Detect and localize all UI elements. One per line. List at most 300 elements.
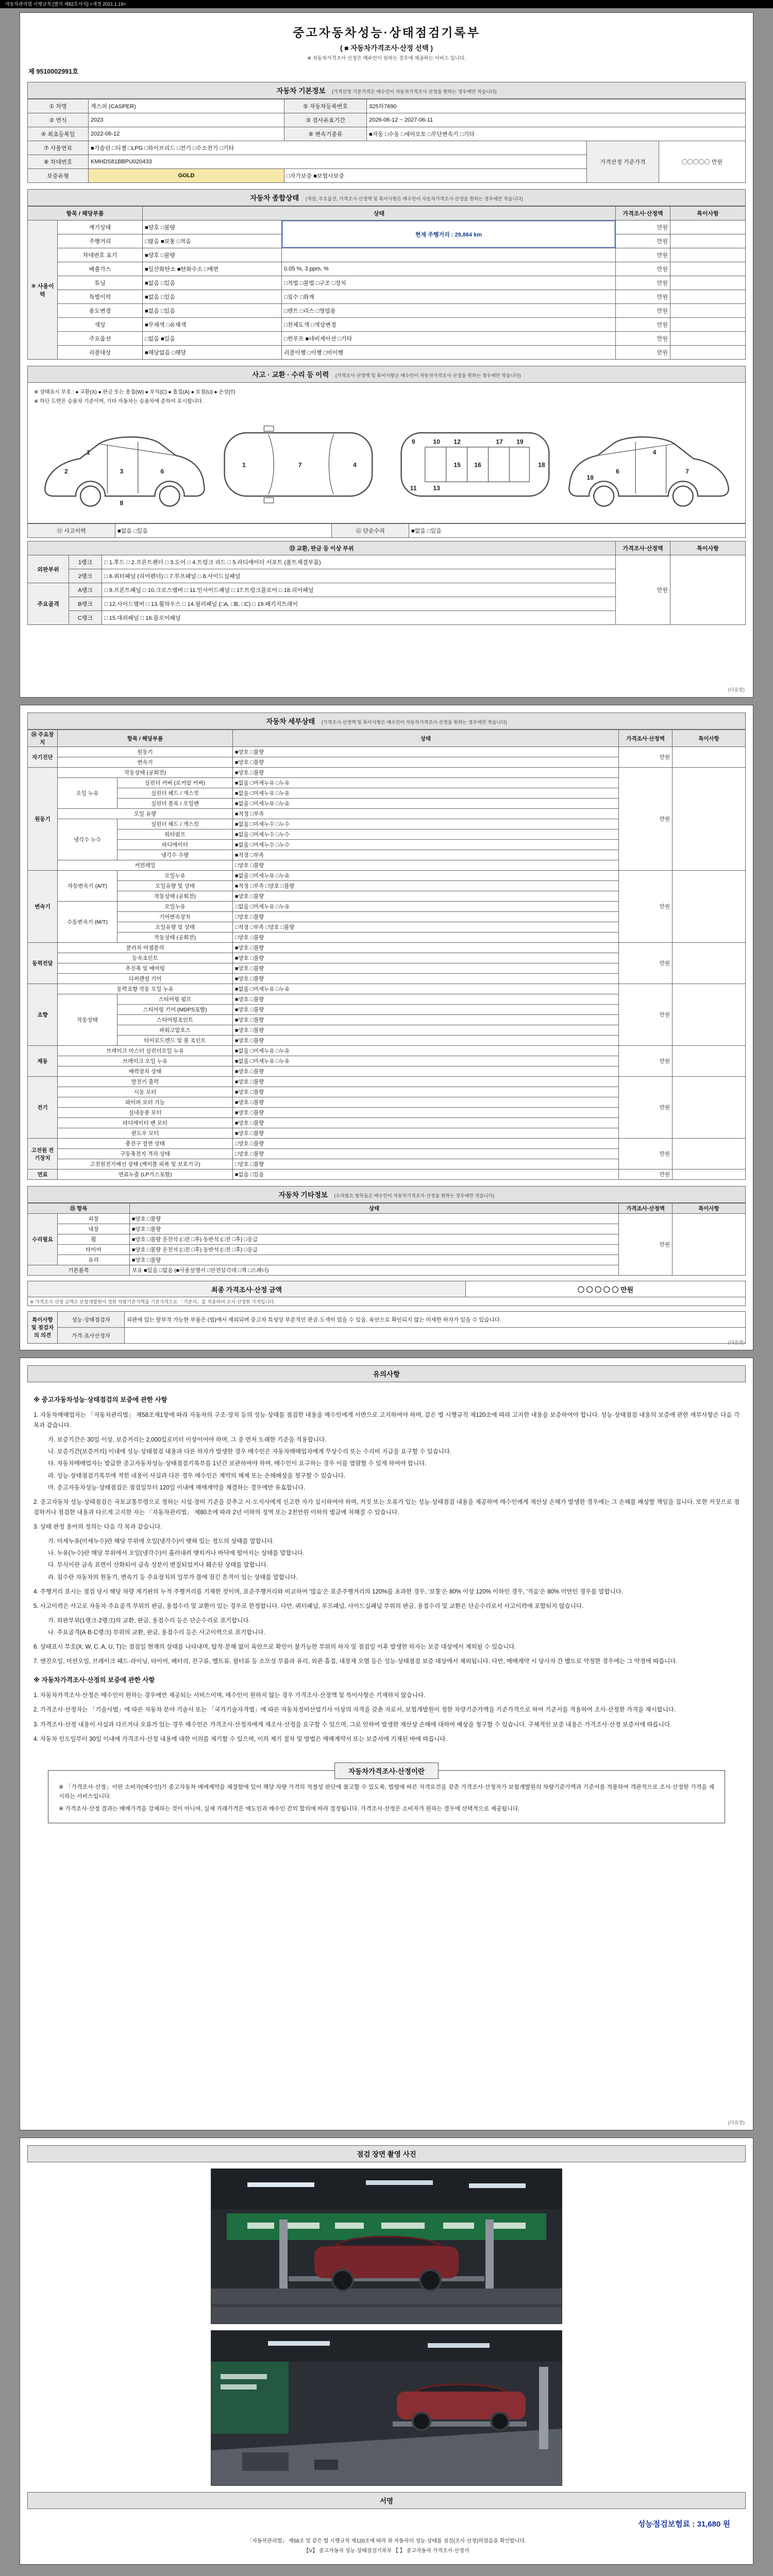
table-cell: 만원 [616, 318, 670, 332]
table-cell: ③ 검사유효기간 [284, 113, 367, 127]
notice-subitem: 다. 자동차매매업자는 발급한 중고자동차성능·상태점검기록부를 1년간 보관하여야 하며, 매수인이 요구하는 경우 이를 열람할 수 있게 하여야 합니다. [48, 1461, 427, 1467]
table-cell: ■양호 □불량 [233, 1077, 619, 1087]
table-cell: □ 9.프론트패널 □ 10.크로스멤버 □ 11.인사이드패널 □ 17.트렁크플로어 □ 18.리어패널 [102, 583, 616, 597]
table-cell: 실내송풍 모터 [58, 1108, 233, 1118]
insurance-fee: 성능점검보험료 : 31,680 원 [637, 2520, 730, 2529]
table-cell: 325하7690 [367, 99, 746, 113]
svg-text:15: 15 [453, 461, 461, 469]
table-cell: ⑧ 차대번호 [28, 155, 89, 169]
table-cell: 오일유량 및 상태 [117, 881, 233, 891]
car-diagram-top [211, 409, 385, 520]
table-cell: ■양호 □불량 [233, 1066, 619, 1077]
section-title-text: 자동차 기본정보 [276, 87, 326, 95]
table-cell: ■없음 □미세누수 □누수 [233, 840, 619, 850]
table-cell: ■없음 □미세누유 □누유 [233, 788, 619, 799]
section-title-text: 점검 장면 촬영 사진 [357, 2150, 416, 2158]
table-cell: 실린더 커버 (로커암 커버) [117, 778, 233, 788]
table-cell [673, 943, 746, 984]
column-header-cell: ⑮ 항목 [28, 1204, 130, 1214]
accident-table2 [27, 541, 746, 625]
exchange-rank-table [27, 541, 746, 625]
table-cell: 동력전달 [28, 943, 58, 984]
table-cell: 발전기 출력 [58, 1077, 233, 1087]
table-row [28, 262, 746, 276]
table-cell: 작동상태 [58, 994, 117, 1046]
table-cell: 충전구 절연 상태 [58, 1139, 233, 1149]
table-cell: □자가보증 ■보험사보증 [284, 169, 587, 183]
table-cell: □없음 □미세누유 □누유 [233, 902, 619, 912]
page-footer-next: (다음장) [728, 687, 745, 692]
column-header-cell: 항목 / 해당부품 [58, 730, 233, 747]
notice-text-body [27, 1382, 746, 1753]
table-cell: 만원 [616, 262, 670, 276]
section-basic-title [27, 82, 746, 99]
table-cell: ■양호 □불량 [130, 1255, 619, 1265]
svg-text:4: 4 [652, 449, 657, 456]
table-row [28, 346, 746, 360]
table-cell: ■양호 □불량 [233, 768, 619, 778]
table-cell: 만원 [616, 234, 670, 248]
table-cell: 계기상태 [58, 221, 143, 234]
table-cell: 가격산정 기준가격 [586, 141, 659, 183]
page-1 [20, 12, 753, 698]
table-cell: 원동기 [58, 747, 233, 757]
price-definition-lines [59, 1783, 714, 1814]
table-cell: ■없음 □있음 [143, 304, 282, 318]
table-cell: ■양호 □불량 [233, 747, 619, 757]
final-table [27, 1281, 746, 1306]
car-diagrams [33, 406, 740, 521]
basic-info-table [27, 99, 746, 183]
table-cell: 2랭크 [69, 569, 102, 583]
table-cell: ■없음 □미세누수 □누수 [233, 819, 619, 829]
table-cell: □많음 ■보통 □적음 [143, 234, 282, 248]
notice-item: 7. 엔진오일, 미션오일, 브레이크 패드·라이닝, 타이어, 배터리, 전구류, 벨트류, 필터류 등 소모성 부품과 유리, 외관 흠집, 내장재 오염 등은 성능·상태점검 보증 대상에서 제외됩니다. 다만, 매매계약 시 당사자 간 별도로 약정한 경우에는 그 약정에 따릅니다. [33, 1658, 678, 1665]
table-cell: ■없음 □미세누유 □누유 [233, 1046, 619, 1056]
page-title: 중고자동차성능·상태점검기록부 [293, 26, 480, 39]
table-cell: 라디에이터 팬 모터 [58, 1118, 233, 1128]
table-row [28, 747, 746, 757]
page-note: ※ 자동차가격조사·산정은 매수인이 원하는 경우에 제공하는 서비스 입니다. [307, 56, 466, 61]
table-cell: 클러치 어셈블리 [58, 943, 233, 953]
notice-subitem: 가. 보증기간은 30일 이상, 보증거리는 2,000킬로미터 이상이어야 하며, 그 중 먼저 도래한 기준을 적용합니다. [48, 1437, 327, 1444]
table-cell: 외판부위 [28, 555, 69, 583]
table-cell: 외판에 있는 탈부착 가능한 부품은 (법)에서 제외되며 중고차 특성상 부분적인 판금·도색이 있을 수 있음. 육안으로 확인되지 않는 미세한 하자가 있을 수 있습니다. [125, 1312, 746, 1328]
table-cell: C랭크 [69, 611, 102, 625]
table-cell: 스티어링 기어 (MDPS포함) [117, 1005, 233, 1015]
table-cell: 만원 [616, 332, 670, 346]
table-cell [670, 221, 746, 234]
table-cell: ■없음 □있음 [143, 290, 282, 304]
section-title-text: 자동차 기타정보 [278, 1191, 328, 1199]
table-cell: □양호 □불량 [233, 933, 619, 943]
inspection-photo-2 [211, 2330, 562, 2486]
table-cell: □양호 □불량 [233, 1149, 619, 1159]
notice-item: 4. 주행거리 표시는 점검 당시 해당 차량 계기판의 누적 주행거리를 기재한 것이며, 표준주행거리와 비교하여 '많음'은 표준주행거리의 120%를 초과한 경우, '보통'은 80% 이상 120% 이하인 경우, '적음'은 80% 미만인 경우를 말합니다. [33, 1588, 623, 1595]
table-cell: 등속조인트 [58, 953, 233, 963]
overall-state-table [27, 206, 746, 360]
section-title-text: 유의사항 [373, 1370, 400, 1378]
table-row [28, 141, 746, 155]
section-etc-title [27, 1186, 746, 1203]
notice-subitem: 나. 주요골격(A·B·C랭크) 부위의 교환, 판금, 용접수리 등은 사고이력으로 표기합니다. [48, 1630, 265, 1636]
table-cell: 색상 [58, 318, 143, 332]
table-cell: □ 6.쿼터패널 (리어펜더) □ 7.루프패널 □ 8.사이드실패널 [102, 569, 616, 583]
section-note-text: (가격조사·산정액 및 특이사항은 매수인이 자동차가격조사·산정을 원하는 경우에만 적습니다) [335, 373, 521, 378]
section-detail-title [27, 713, 746, 730]
table-cell: 보증유형 [28, 169, 89, 183]
price-definition-title: 자동차가격조사·산정이란 [334, 1762, 439, 1779]
page-subtitle: ( ■ 자동차가격조사·산정 선택 ) [340, 44, 433, 52]
table-cell: 실린더 헤드 / 개스킷 [117, 788, 233, 799]
table-cell: ■없음 □미세누유 □누유 [233, 984, 619, 994]
table-cell: ■없음 □미세누유 □누유 [233, 871, 619, 881]
notice-item: 5. 사고이력은 사고로 자동차 주요골격 부위의 판금, 용접수리 및 교환이 있는 경우로 한정합니다. 다만, 쿼터패널, 루프패널, 사이드실패널 부위의 판금, 용접수리 및 교환은 단순수리로서 사고이력에 포함되지 않습니다. [33, 1603, 584, 1609]
notice-item: 2. 가격조사·산정자는 「기술사법」에 따른 자동차 분야 기술사 또는 「국가기술자격법」에 따른 자동차정비산업기사 이상의 자격을 갖춘 자로서, 보험개발원이 정한 차량기준가액을 기준가격으로 하여 기준서를 적용하여 조사·산정한 가격을 제시합니다. [33, 1707, 676, 1714]
inspection-photo-1 [211, 2168, 562, 2324]
table-cell: 구동축전지 격리 상태 [58, 1149, 233, 1159]
table-cell [673, 1046, 746, 1077]
table-cell: 작동상태 (공회전) [117, 933, 233, 943]
table-cell: 윈도우 모터 [58, 1128, 233, 1139]
table-cell: 2022-06-12 [89, 127, 284, 141]
svg-text:18: 18 [586, 474, 594, 482]
table-cell: 원동기 [28, 768, 58, 871]
svg-text:4: 4 [352, 461, 357, 469]
notice-subitem: 라. 침수란 자동차의 원동기, 변속기 등 주요장치의 일부가 물에 잠긴 흔적이 있는 상태를 말합니다. [48, 1574, 298, 1581]
table-cell: ■해당없음 □해당 [143, 346, 282, 360]
table-cell: 연료 [28, 1170, 58, 1180]
table-cell: 자기진단 [28, 747, 58, 768]
table-cell: 수리필요 [28, 1214, 58, 1265]
signature-section-title [27, 2492, 746, 2509]
etc-info-table [27, 1203, 746, 1276]
table-cell: 만원 [619, 1170, 673, 1180]
table-cell: 만원 [616, 290, 670, 304]
section-title-text: 자동차 종합상태 [250, 194, 299, 202]
table-cell: ■양호 □불량 [233, 994, 619, 1005]
table-cell: ■양호 □불량 [233, 1036, 619, 1046]
table-row [28, 943, 746, 953]
svg-text:13: 13 [432, 484, 440, 492]
table-row [28, 99, 746, 113]
table-cell [673, 871, 746, 943]
table-cell: 변속기 [58, 757, 233, 768]
table-cell: 커먼레일 [58, 860, 233, 871]
notice-item: 3. 상태 판정 용어의 정의는 다음 각 목과 같습니다. [33, 1524, 162, 1530]
table-cell: 휠 [58, 1234, 130, 1245]
table-cell: 만원 [619, 1139, 673, 1170]
table-cell: 〇 〇 〇 〇 〇 만원 [466, 1281, 746, 1297]
table-cell: 주요옵션 [58, 332, 143, 346]
table-cell [670, 346, 746, 360]
table-row [28, 304, 746, 318]
document-number: 제 9510002991호 [28, 68, 79, 75]
svg-text:17: 17 [495, 438, 503, 446]
svg-text:1: 1 [86, 449, 90, 456]
section-title-text: 서명 [379, 2497, 394, 2505]
table-cell: 실린더 헤드 / 개스킷 [117, 819, 233, 829]
section-note-text: (가격산정 기준가격은 매수인이 자동차가격조사·산정을 원하는 경우에만 적습니다) [331, 89, 497, 94]
table-cell: □ 1.후드 □ 2.프론트펜더 □ 3.도어 □ 4.트렁크 리드 □ 5.라디에이터 서포트 (볼트체결부품) [102, 555, 616, 569]
column-header-cell: ⑭ 주요장치 [28, 730, 58, 747]
table-cell: ■적정 □부족 [233, 850, 619, 860]
table-cell: ■가솔린 □디젤 □LPG □하이브리드 □전기 □수소전기 □기타 [89, 141, 587, 155]
column-header-cell: 특이사항 [673, 730, 746, 747]
table-cell: 라디에이터 [117, 840, 233, 850]
table-cell [282, 248, 616, 262]
table-cell: 만원 [619, 768, 673, 871]
table-cell: 만원 [616, 276, 670, 290]
table-row [28, 1297, 746, 1306]
state-symbol-legend: ※ 상태표시 부호 : ● 교환(X) ● 판금 또는 용접(W) ● 부식(C) ● 흠집(A) ● 요철(U) ● 손상(T) [34, 389, 236, 395]
column-header-cell: ⑬ 교환, 판금 등 이상 부위 [28, 541, 616, 555]
notice-subitem: 라. 성능·상태점검기록부에 적힌 내용이 사실과 다른 경우 매수인은 계약의 해제 또는 손해배상을 청구할 수 있습니다. [48, 1472, 346, 1479]
table-row [28, 541, 746, 555]
damage-diagram-panel [27, 383, 746, 523]
table-cell: ■양호 □불량 [233, 757, 619, 768]
table-cell: 냉각수 수량 [117, 850, 233, 860]
rank-legend: ※ 하단 도면은 승용차 기준이며, 기타 자동차는 승용차에 준하여 표시합니다. [34, 399, 204, 404]
table-cell: 만원 [619, 943, 673, 984]
table-cell: □ 15.대쉬패널 □ 16.플로어패널 [102, 611, 616, 625]
table-cell: □적정 □부족 □양호 □불량 [233, 922, 619, 933]
table-cell: 고전원전기배선 상태 (케이블 피복 및 보호기구) [58, 1159, 233, 1170]
table-cell: 튜닝 [58, 276, 143, 290]
table-row [28, 730, 746, 747]
table-row [28, 113, 746, 127]
table-row [28, 248, 746, 262]
table-cell [670, 262, 746, 276]
svg-text:11: 11 [410, 484, 417, 492]
table-cell: 주요골격 [28, 583, 69, 625]
table-row [28, 207, 746, 221]
table-row [28, 984, 746, 994]
table-cell: 오일유량 및 상태 [117, 922, 233, 933]
table-cell: ⑤ 자동차등록번호 [284, 99, 367, 113]
table-cell [670, 290, 746, 304]
table-cell: 특별이력 [58, 290, 143, 304]
table-cell [673, 768, 746, 871]
column-header-cell: 상태 [233, 730, 619, 747]
table-cell: ■없음 □미세누유 □누유 [233, 1056, 619, 1066]
table-cell: □렌트 □리스 □영업용 [282, 304, 616, 318]
notice-subitem: 마. 중고자동차성능·상태점검은 점검일부터 120일 이내에 매매계약을 체결하는 경우에만 유효합니다. [48, 1484, 306, 1491]
column-header-cell: 특이사항 [673, 1204, 746, 1214]
overall-table [27, 206, 746, 360]
table-cell: 제동 [28, 1046, 58, 1077]
table-cell: 추진축 및 베어링 [58, 963, 233, 974]
table-cell: □양호 □불량 [233, 912, 619, 922]
table-cell: ■양호 □불량 [130, 1214, 619, 1224]
svg-text:3: 3 [120, 467, 123, 475]
table-cell: 만원 [619, 747, 673, 768]
table-cell: □썬루프 ■네비게이션 □기타 [282, 332, 616, 346]
table-cell: 최종 가격조사·산정 금액 [28, 1281, 466, 1297]
table-cell: 고전원 전기장치 [28, 1139, 58, 1170]
table-cell [125, 1328, 746, 1344]
table-cell: ■양호 □불량 [233, 1025, 619, 1036]
table-cell: 만원 [616, 555, 670, 625]
svg-text:9: 9 [411, 438, 415, 446]
table-cell: 만원 [616, 346, 670, 360]
table-cell [670, 234, 746, 248]
table-row [28, 127, 746, 141]
table-row [28, 1139, 746, 1149]
notice-box-line: ※ 가격조사·산정 결과는 매매가격을 강제하는 것이 아니며, 실제 거래가격은 매도인과 매수인 간의 합의에 따라 결정됩니다. 가격조사·산정은 소비자가 원하는 경우에 선택적으로 제공됩니다. [59, 1806, 520, 1812]
table-cell [670, 318, 746, 332]
page-3 [20, 1358, 753, 2130]
table-cell: ■없음 □미세누유 □누유 [233, 778, 619, 788]
svg-text:2: 2 [64, 467, 68, 475]
table-cell: ■양호 □불량 [143, 248, 282, 262]
notice-subitem: 가. 외판부위(1랭크·2랭크)의 교환, 판금, 용접수리 등은 단순수리로 표기합니다. [48, 1617, 250, 1624]
form-code-bar [0, 0, 773, 8]
table-cell: ■양호 □불량 [233, 1005, 619, 1015]
inspector-opinion-table [27, 1311, 746, 1344]
section-overall-title [27, 189, 746, 206]
column-header-cell: 가격조사·산정액 [619, 730, 673, 747]
table-row [28, 524, 746, 538]
table-cell: ■없음 □있음 [233, 1170, 619, 1180]
svg-text:18: 18 [537, 461, 545, 469]
table-row [28, 555, 746, 569]
table-cell: 와이퍼 모터 기능 [58, 1097, 233, 1108]
svg-text:7: 7 [298, 461, 301, 469]
table-cell: 만원 [619, 1214, 673, 1276]
table-cell: ※ 가격조사·산정 금액은 보험개발원이 정한 차량기준가액을 기준가격으로 「기준서」를 적용하여 조사·산정한 가격입니다. [28, 1297, 746, 1306]
table-cell: ① 차명 [28, 99, 89, 113]
accident-history-table [27, 523, 746, 538]
column-header-cell: 항목 / 해당부품 [28, 207, 143, 221]
final-price-table [27, 1281, 746, 1306]
section-note-text: (가격조사·산정액 및 특이사항은 매수인이 자동차가격조사·산정을 원하는 경우에만 적습니다) [321, 720, 507, 725]
table-cell: 보유 ■있음 □없음 (■사용설명서 □안전삼각대 □잭 □스패너) [130, 1265, 619, 1276]
column-header-cell: 가격조사·산정액 [616, 541, 670, 555]
table-cell: ■양호 □불량 [233, 953, 619, 963]
table-cell: ⑦ 사용연료 [28, 141, 89, 155]
table-cell: 자동변속기 (A/T) [58, 871, 117, 902]
notice-item: 6. 상태표시 부호(X, W, C, A, U, T)는 점검일 현재의 상태를 나타내며, 탈착·분해 없이 육안으로 확인이 불가능한 부위의 하자 및 점검일 이후 발생한 하자는 보증 대상에서 제외될 수 있습니다. [33, 1644, 516, 1651]
table-cell: ⑪ 사고이력 [28, 524, 115, 538]
page-2 [20, 705, 753, 1350]
table-cell: ■일산화탄소 ■탄화수소 □매연 [143, 262, 282, 276]
table-cell: □양호 □불량 [233, 1139, 619, 1149]
svg-text:16: 16 [474, 461, 481, 469]
table-cell [673, 984, 746, 1046]
svg-text:6: 6 [615, 467, 619, 475]
table-cell [673, 1214, 746, 1276]
page-footer-next: (다음장) [728, 1340, 745, 1345]
table-cell: 1랭크 [69, 555, 102, 569]
table-cell: 배출가스 [58, 262, 143, 276]
table-cell: 연료누출 (LP가스포함) [58, 1170, 233, 1180]
section-note-text: (색상, 주요옵션, 가격조사·산정액 및 특이사항은 매수인이 자동차가격조사·산정을 원하는 경우에만 적습니다) [305, 196, 523, 201]
table-cell: ■무채색 □유채색 [143, 318, 282, 332]
table-cell: ■적정 □부족 [233, 809, 619, 819]
table-cell: KMHDS81BBPU020433 [89, 155, 587, 169]
section-accident-title [27, 366, 746, 383]
table-cell: 실린더 블록 / 오일팬 [117, 799, 233, 809]
table-cell: ■양호 □불량 [233, 1128, 619, 1139]
table-cell: B랭크 [69, 597, 102, 611]
table-cell: 리콜이행 □이행 □미이행 [282, 346, 616, 360]
table-cell [670, 276, 746, 290]
column-header-cell: 상태 [130, 1204, 619, 1214]
page-4 [20, 2138, 753, 2565]
table-cell: 수동변속기 (M/T) [58, 902, 117, 943]
table-cell: ■양호 □불량 [233, 974, 619, 984]
table-cell: 냉각수 누수 [58, 819, 117, 860]
table-row [28, 318, 746, 332]
table-row [28, 1204, 746, 1214]
table-cell: 시동 모터 [58, 1087, 233, 1097]
table-cell: ■없음 □있음 [143, 276, 282, 290]
table-cell: □전체도색 □색상변경 [282, 318, 616, 332]
table-cell: ⑥ 변속기종류 [284, 127, 367, 141]
detail-table [27, 730, 746, 1180]
table-cell: 스티어링 펌프 [117, 994, 233, 1005]
table-row [28, 1312, 746, 1328]
notice-item: 4. 자동차 인도일부터 30일 이내에 가격조사·산정 내용에 대한 이의를 제기할 수 있으며, 이의 제기 절차 및 방법은 매매계약서 또는 보증서에 기재된 바에 따릅니다. [33, 1736, 447, 1742]
notice-subitem: 다. 부식이란 금속 표면이 산화되어 금속 성분이 변질되었거나 훼손된 상태를 말합니다. [48, 1562, 268, 1569]
table-cell: 〇〇〇〇〇 만원 [659, 141, 745, 183]
table-cell: ■자동 □수동 □세미오토 □무단변속기 □기타 [367, 127, 746, 141]
table-cell [670, 248, 746, 262]
table-cell: 기어변속장치 [117, 912, 233, 922]
table-row [28, 871, 746, 881]
table-cell: 만원 [619, 984, 673, 1046]
svg-text:1: 1 [242, 461, 246, 469]
table-cell: □적법 □불법 □구조 □장치 [282, 276, 616, 290]
table-cell: 2026-06-12 ~ 2027-06-11 [367, 113, 746, 127]
table-cell: ■없음 □미세누유 □누유 [233, 799, 619, 809]
notice-heading: ※ 중고자동차성능·상태점검의 보증에 관한 사항 [33, 1396, 167, 1403]
svg-text:6: 6 [160, 467, 164, 475]
table-cell: 만원 [616, 221, 670, 234]
table-cell: ⑨ 사용이력 [28, 221, 58, 360]
table-cell: □양호 □불량 [233, 1159, 619, 1170]
svg-text:8: 8 [120, 499, 123, 507]
table-cell [673, 747, 746, 768]
table-cell: ④ 최초등록일 [28, 127, 89, 141]
signature-area [27, 2509, 746, 2558]
table-cell: ■양호 □불량 [233, 1087, 619, 1097]
table-cell: 전기 [28, 1077, 58, 1139]
table-cell: A랭크 [69, 583, 102, 597]
table-cell: ■양호 □불량 [233, 1118, 619, 1128]
legal-text-1: 「자동차관리법」 제58조 및 같은 법 시행규칙 제120조에 따라 위 자동차의 성능·상태를 점검(조사·산정)하였음을 확인합니다. [247, 2538, 526, 2544]
table-cell: 오일누유 [117, 871, 233, 881]
section-title-text: 사고 · 교환 · 수리 등 이력 [252, 371, 329, 379]
form-code-text: 자동차관리법 시행규칙 [별지 제82호서식] <개정 2021.1.19> [5, 2, 126, 7]
svg-text:19: 19 [516, 438, 524, 446]
table-cell [673, 1077, 746, 1139]
table-cell [673, 1170, 746, 1180]
basic-table [27, 99, 746, 183]
table-cell [670, 555, 746, 625]
table-cell: 내장 [58, 1224, 130, 1234]
table-cell: 디퍼렌셜 기어 [58, 974, 233, 984]
table-cell: 워터펌프 [117, 829, 233, 840]
table-cell: 만원 [616, 248, 670, 262]
table-cell: 현재 주행거리 : 29,864 km [282, 221, 616, 248]
column-header-cell: 가격조사·산정액 [616, 207, 670, 221]
section-title-text: 자동차 세부상태 [266, 718, 315, 725]
table-cell: ■없음 □미세누수 □누수 [233, 829, 619, 840]
table-cell: 용도변경 [58, 304, 143, 318]
table-row [28, 332, 746, 346]
